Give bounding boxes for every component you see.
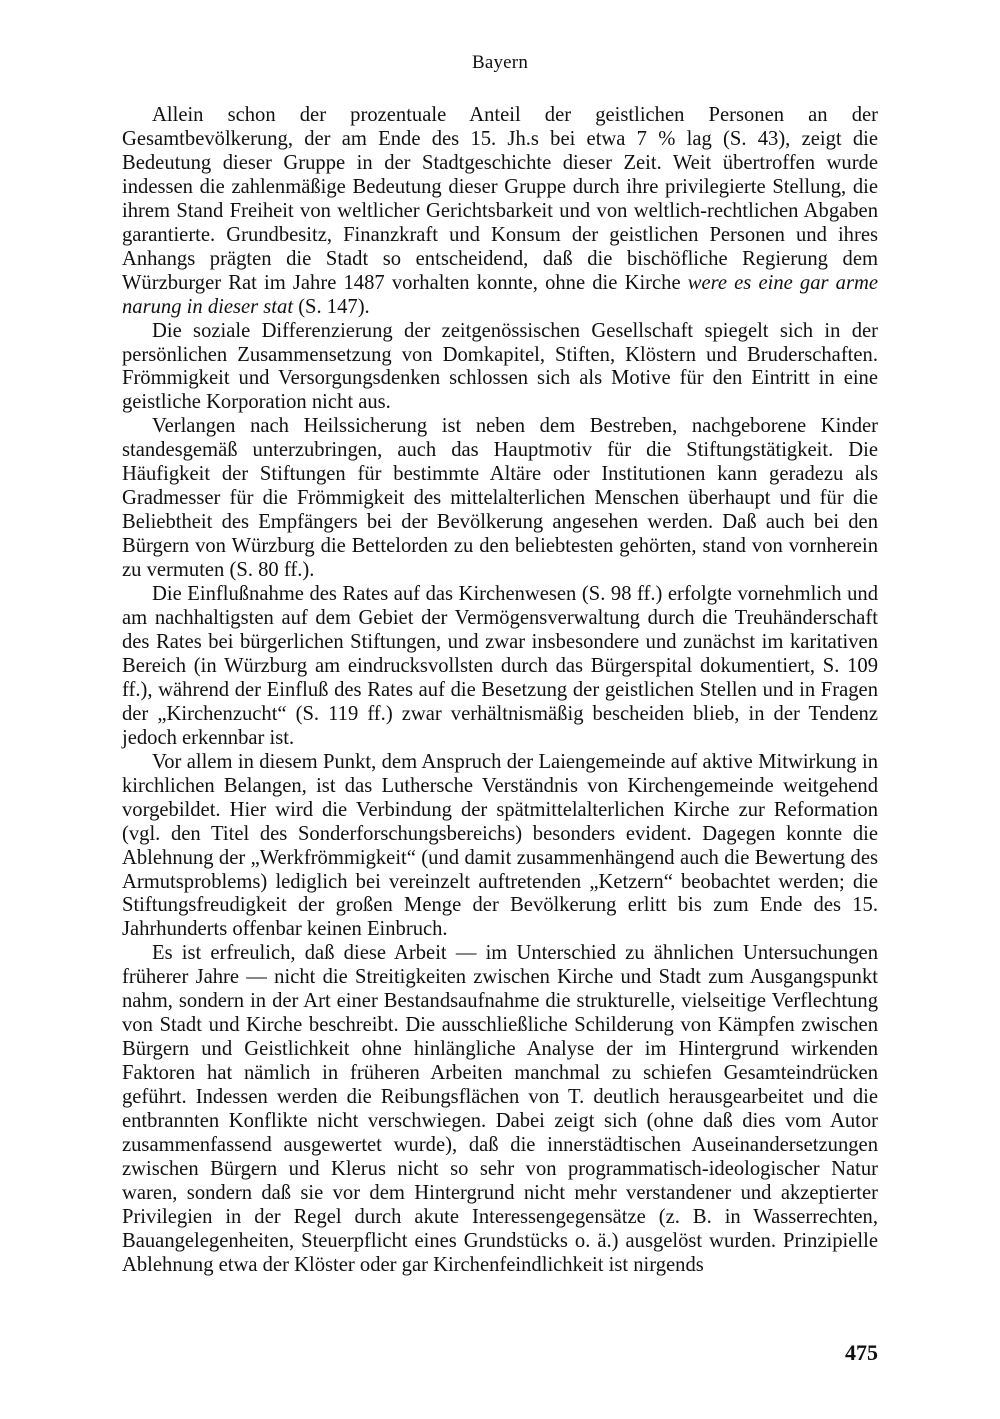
- page-number: 475: [845, 1340, 878, 1365]
- paragraph-3: Verlangen nach Heilssicherung ist neben dem Bestreben, nachgeborene Kinder standesgemäß unterzubringen, auch das Hauptmotiv für die Stiftungstätigkeit. Die Häufigkeit der Stiftungen für bestimmte Altäre oder Institutionen kann geradezu als Gradmesser für die Frömmigkeit des mittelalterlichen Menschen überhaupt und für die Beliebtheit des Empfängers bei der Bevölkerung angesehen werden. Daß auch bei den Bürgern von Würzburg die Bettelorden zu den beliebtesten gehörten, stand von vornherein zu vermuten (S. 80 ff.).: [122, 415, 878, 582]
- paragraph-5: Vor allem in diesem Punkt, dem Anspruch der Laiengemeinde auf aktive Mitwirkung in kirchlichen Belangen, ist das Luthersche Verständnis von Kirchengemeinde weitgehend vorgebildet. Hier wird die Verbindung der spätmittelalterlichen Kirche zur Reformation (vgl. den Titel des Sonderforschungsbereichs) besonders evident. Dagegen konnte die Ablehnung der „Werkfrömmigkeit“ (und damit zusammenhängend auch die Bewertung des Armutsproblems) lediglich bei vereinzelt auftretenden „Ketzern“ beobachtet werden; die Stiftungsfreudigkeit der großen Menge der Bevölkerung erlitt bis zum Ende des 15. Jahrhunderts offenbar keinen Einbruch.: [122, 750, 878, 941]
- paragraph-1-text: Allein schon der prozentuale Anteil der geistlichen Personen an der Gesamtbevölkerung, der am Ende des 15. Jh.s bei etwa 7 % lag (S. 43), zeigt die Bedeutung dieser Gruppe in der Stadtgeschichte dieser Zeit. Weit übertroffen wurde indessen die zahlenmäßige Bedeutung dieser Gruppe durch ihre privilegierte Stellung, die ihrem Stand Freiheit von weltlicher Gerichtsbarkeit und von weltlich-rechtlichen Abgaben garantierte. Grundbesitz, Finanzkraft und Konsum der geistlichen Personen und ihres Anhangs prägten die Stadt so entscheidend, daß die bischöfliche Regierung dem Würzburger Rat im Jahre 1487 vorhalten konnte, ohne die Kirche: [122, 104, 878, 294]
- paragraph-2: Die soziale Differenzierung der zeitgenössischen Gesellschaft spiegelt sich in der persönlichen Zusammensetzung von Domkapitel, Stiften, Klöstern und Bruderschaften. Frömmigkeit und Versorgungsdenken schlossen sich als Motive für den Eintritt in eine geistliche Korporation nicht aus.: [122, 319, 878, 414]
- paragraph-1-citation: (S. 147).: [293, 295, 370, 318]
- paragraph-1: [122, 104, 878, 320]
- paragraph-4: Die Einflußnahme des Rates auf das Kirchenwesen (S. 98 ff.) erfolgte vornehmlich und am nachhaltigsten auf dem Gebiet der Vermögensverwaltung durch die Treuhänderschaft des Rates bei bürgerlichen Stiftungen, und zwar insbesondere und zunächst im karitativen Bereich (in Würzburg am eindrucksvollsten durch das Bürgerspital dokumentiert, S. 109 ff.), während der Einfluß des Rates auf die Besetzung der geistlichen Stellen und in Fragen der „Kirchenzucht“ (S. 119 ff.) zwar verhältnismäßig bescheiden blieb, in der Tendenz jedoch erkennbar ist.: [122, 583, 878, 749]
- paragraph-1-quotation: were es eine gar arme narung in dieser stat: [122, 271, 878, 318]
- body-text: [122, 104, 878, 1278]
- running-head: Bayern: [471, 52, 529, 73]
- paragraph-6: Es ist erfreulich, daß diese Arbeit — im Unterschied zu ähnlichen Untersuchungen früherer Jahre — nicht die Streitigkeiten zwischen Kirche und Stadt zum Ausgangspunkt nahm, sondern in der Art einer Bestandsaufnahme die strukturelle, vielseitige Verflechtung von Stadt und Kirche beschreibt. Die ausschließliche Schilderung von Kämpfen zwischen Bürgern und Geistlichkeit ohne hinlängliche Analyse der im Hintergrund wirkenden Faktoren hat nämlich in früheren Arbeiten manchmal zu schiefen Gesamteindrücken geführt. Indessen werden die Reibungsflächen von T. deutlich herausgearbeitet und die entbrannten Konflikte nicht verschwiegen. Dabei zeigt sich (ohne daß dies vom Autor zusammenfassend ausgewertet wurde), daß die innerstädtischen Auseinandersetzungen zwischen Bürgern und Klerus nicht so sehr von programmatisch-ideologischer Natur waren, sondern daß sie vor dem Hintergrund nicht mehr verstandener und akzeptierter Privilegien in der Regel durch akute Interessengegensätze (z. B. in Wasserrechten, Bauangelegenheiten, Steuerpflicht eines Grundstücks o. ä.) ausgelöst wurden. Prinzipielle Ablehnung etwa der Klöster oder gar Kirchenfeindlichkeit ist nirgends: [122, 942, 878, 1276]
